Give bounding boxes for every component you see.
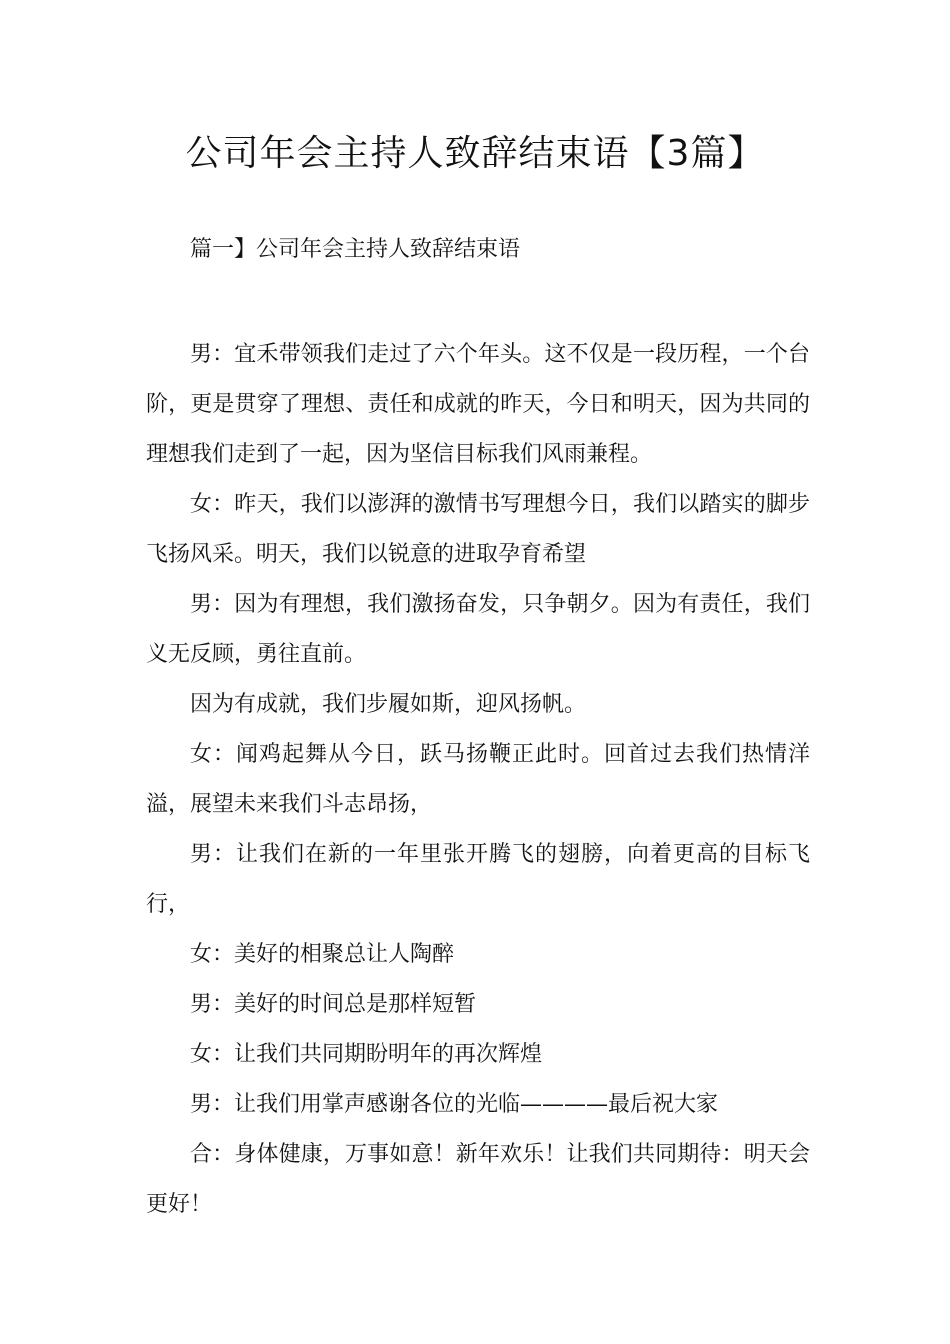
section-heading: 篇一】公司年会主持人致辞结束语 <box>190 237 521 262</box>
paragraph-1: 男：宜禾带领我们走过了六个年头。这不仅是一段历程，一个台阶，更是贯穿了理想、责任和成就的昨天，今日和明天，因为共同的理想我们走到了一起，因为坚信目标我们风雨兼程。 <box>146 342 810 467</box>
paragraph-2: 女：昨天，我们以澎湃的激情书写理想今日，我们以踏实的脚步飞扬风采。明天，我们以锐意的进取孕育希望 <box>146 492 810 567</box>
paragraph-10: 男：让我们用掌声感谢各位的光临————最后祝大家 <box>190 1092 719 1117</box>
paragraph-6: 男：让我们在新的一年里张开腾飞的翅膀，向着更高的目标飞行， <box>146 842 810 917</box>
paragraph-5: 女：闻鸡起舞从今日，跃马扬鞭正此时。回首过去我们热情洋溢，展望未来我们斗志昂扬， <box>146 742 810 817</box>
paragraph-3: 男：因为有理想，我们激扬奋发，只争朝夕。因为有责任，我们义无反顾，勇往直前。 <box>146 592 810 667</box>
paragraph-11: 合：身体健康，万事如意！新年欢乐！让我们共同期待：明天会更好！ <box>146 1142 810 1217</box>
document-body <box>146 330 810 1230</box>
paragraph-9: 女：让我们共同期盼明年的再次辉煌 <box>190 1042 543 1067</box>
paragraph-7: 女：美好的相聚总让人陶醉 <box>190 942 455 967</box>
paragraph-8: 男：美好的时间总是那样短暂 <box>190 992 477 1017</box>
paragraph-4: 因为有成就，我们步履如斯，迎风扬帆。 <box>190 692 587 717</box>
document-title: 公司年会主持人致辞结束语【3篇】 <box>185 133 765 174</box>
